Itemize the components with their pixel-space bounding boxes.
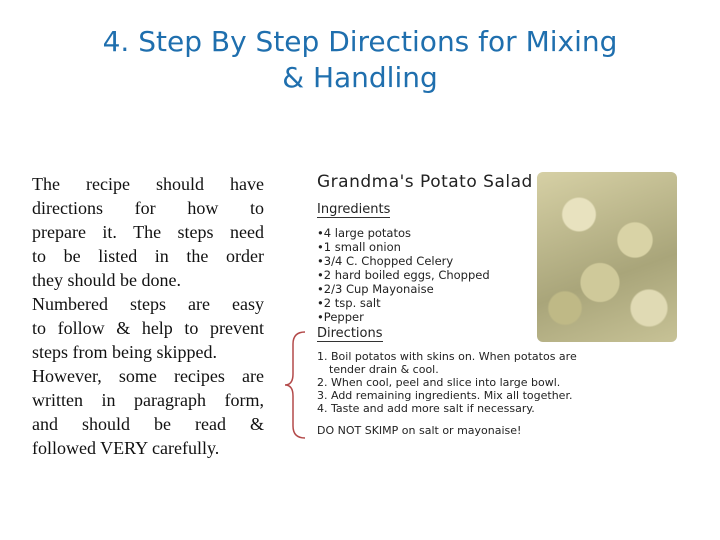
direction-step: tender drain & cool. bbox=[329, 363, 439, 376]
direction-step: 1. Boil potatos with skins on. When potatos are bbox=[317, 350, 577, 363]
direction-step: 4. Taste and add more salt if necessary. bbox=[317, 402, 535, 415]
directions-list bbox=[317, 350, 647, 415]
body-line: to follow & help to prevent bbox=[32, 318, 264, 338]
recipe-card-image bbox=[305, 168, 680, 458]
ingredient-item: • Pepper bbox=[317, 310, 490, 324]
slide-title-line-2: & Handling bbox=[282, 61, 438, 94]
body-paragraph bbox=[32, 172, 264, 460]
directions-heading: Directions bbox=[317, 326, 383, 341]
ingredient-item: • 3/4 C. Chopped Celery bbox=[317, 254, 490, 268]
direction-step: 2. When cool, peel and slice into large bowl. bbox=[317, 376, 561, 389]
slide-title-line-1: 4. Step By Step Directions for Mixing bbox=[102, 25, 618, 58]
recipe-title: Grandma's Potato Salad bbox=[317, 172, 533, 192]
body-line: to be listed in the order bbox=[32, 246, 264, 266]
ingredient-item: • 2 tsp. salt bbox=[317, 296, 490, 310]
slide-title bbox=[30, 24, 690, 96]
ingredients-heading: Ingredients bbox=[317, 202, 391, 217]
body-line: prepare it. The steps need bbox=[32, 222, 264, 242]
ingredient-item: • 4 large potatos bbox=[317, 226, 490, 240]
body-line: steps from being skipped. bbox=[32, 342, 217, 362]
ingredient-item: • 1 small onion bbox=[317, 240, 490, 254]
ingredient-item: • 2 hard boiled eggs, Chopped bbox=[317, 268, 490, 282]
potato-salad-photo bbox=[537, 172, 677, 342]
recipe-warning: DO NOT SKIMP on salt or mayonaise! bbox=[317, 424, 522, 437]
ingredients-list bbox=[317, 226, 490, 324]
body-line: directions for how to bbox=[32, 198, 264, 218]
body-line: The recipe should have bbox=[32, 174, 264, 194]
ingredient-item: • 2/3 Cup Mayonaise bbox=[317, 282, 490, 296]
body-line: written in paragraph form, bbox=[32, 390, 264, 410]
body-line: However, some recipes are bbox=[32, 366, 264, 386]
bracket-icon bbox=[283, 330, 307, 440]
body-line: followed VERY carefully. bbox=[32, 438, 220, 458]
direction-step: 3. Add remaining ingredients. Mix all together. bbox=[317, 389, 573, 402]
body-line: and should be read & bbox=[32, 414, 264, 434]
body-line: they should be done. bbox=[32, 270, 181, 290]
body-line: Numbered steps are easy bbox=[32, 294, 264, 314]
